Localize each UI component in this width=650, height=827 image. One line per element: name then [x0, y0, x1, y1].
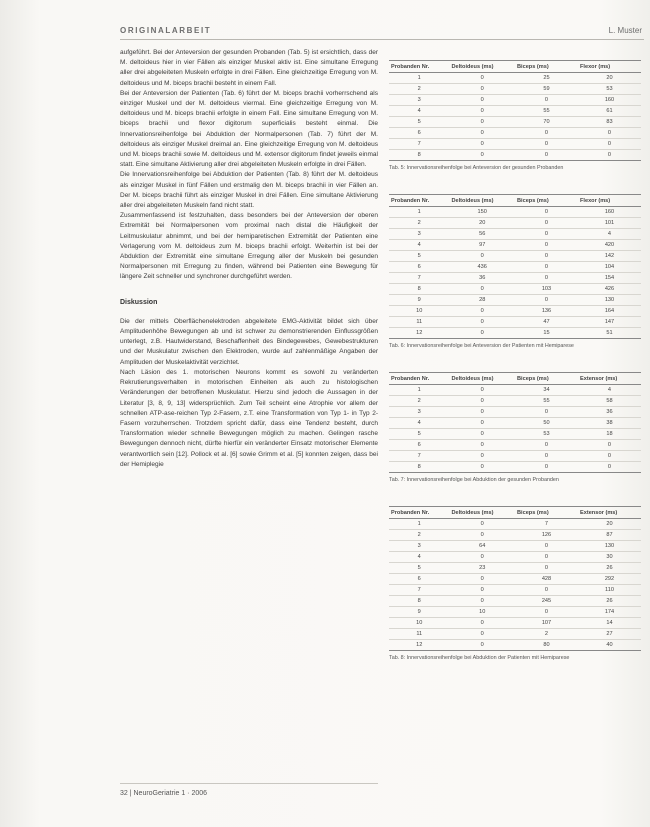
table-cell: 136 — [515, 306, 578, 317]
table-row — [389, 229, 641, 240]
table-cell: 53 — [578, 84, 641, 95]
table-row — [389, 618, 641, 629]
table-row — [389, 574, 641, 585]
table-row — [389, 207, 641, 218]
table-row — [389, 295, 641, 306]
table-cell: 0 — [578, 139, 641, 150]
table-row — [389, 585, 641, 596]
table-caption: Tab. 8: Innervationsreihenfolge bei Abduktion der Patienten mit Hemiparese — [389, 655, 570, 661]
table-cell: 107 — [515, 618, 578, 629]
table-cell: 80 — [515, 640, 578, 651]
table-cell: 426 — [578, 284, 641, 295]
table-row — [389, 284, 641, 295]
table-cell: 1 — [389, 385, 449, 396]
table-cell: 0 — [449, 317, 515, 328]
table-row — [389, 607, 641, 618]
table-cell: 0 — [515, 128, 578, 139]
table-header-cell: Extensor (ms) — [578, 373, 641, 385]
table-cell: 0 — [449, 451, 515, 462]
table-cell: 2 — [389, 218, 449, 229]
table-cell: 0 — [449, 596, 515, 607]
table-cell: 10 — [389, 618, 449, 629]
table-cell: 0 — [515, 240, 578, 251]
table-cell: 0 — [449, 618, 515, 629]
table-cell: 0 — [449, 418, 515, 429]
table-header-cell: Probanden Nr. — [389, 373, 449, 385]
table-cell: 20 — [449, 218, 515, 229]
table-cell: 36 — [449, 273, 515, 284]
table-cell: 53 — [515, 429, 578, 440]
table-cell: 0 — [578, 440, 641, 451]
table-cell: 5 — [389, 117, 449, 128]
table-cell: 7 — [389, 585, 449, 596]
table-cell: 61 — [578, 106, 641, 117]
table-cell: 0 — [515, 552, 578, 563]
table-cell: 3 — [389, 407, 449, 418]
table-cell: 58 — [578, 396, 641, 407]
body-paragraph: aufgeführt. Bei der Anteversion der gesunden Probanden (Tab. 5) ist ersichtlich, dass der M. deltoideus hier in vier Fällen als einziger Muskel aktiv ist. Eine simultane Erregung aller drei abgeleiteten Muskeln erfolgte in drei Fällen. Eine gleichzeitige Erregung von M. deltoideus und M. biceps brachii besteht in einem Fall. — [120, 49, 378, 87]
table-row — [389, 106, 641, 117]
table-cell: 6 — [389, 574, 449, 585]
header-divider — [120, 39, 644, 40]
table-cell: 0 — [449, 519, 515, 530]
table-cell: 10 — [449, 607, 515, 618]
table-cell: 2 — [515, 629, 578, 640]
table-cell: 47 — [515, 317, 578, 328]
table-cell: 11 — [389, 317, 449, 328]
table-cell: 64 — [449, 541, 515, 552]
table-cell: 0 — [515, 207, 578, 218]
table-cell: 18 — [578, 429, 641, 440]
table-cell: 0 — [515, 139, 578, 150]
table-cell: 0 — [515, 229, 578, 240]
table-cell: 154 — [578, 273, 641, 284]
body-paragraph: Die Innervationsreihenfolge bei Abduktion der Patienten (Tab. 8) führt der M. deltoideus als einziger Muskel in fünf Fällen und erstmalig den M. biceps brachii in vier Fällen an. Der M. biceps brachii führt als einziger Muskel in drei Fällen. Eine simultane Aktivierung aller drei abgeleiteten Muskeln fand nicht statt. — [120, 171, 378, 210]
table-row — [389, 451, 641, 462]
table-row — [389, 139, 641, 150]
table-cell: 0 — [515, 295, 578, 306]
table-cell: 110 — [578, 585, 641, 596]
data-table — [389, 372, 641, 473]
table-cell: 7 — [515, 519, 578, 530]
table-cell: 36 — [578, 407, 641, 418]
table-header-cell: Biceps (ms) — [515, 373, 578, 385]
table-cell: 25 — [515, 73, 578, 84]
table-row — [389, 429, 641, 440]
table-cell: 0 — [515, 218, 578, 229]
table-cell: 0 — [515, 150, 578, 161]
table-cell: 0 — [449, 640, 515, 651]
table-cell: 103 — [515, 284, 578, 295]
table-cell: 12 — [389, 328, 449, 339]
table-cell: 0 — [449, 429, 515, 440]
table-cell: 3 — [389, 95, 449, 106]
table-row — [389, 328, 641, 339]
table-cell: 164 — [578, 306, 641, 317]
table-cell: 5 — [389, 563, 449, 574]
table-cell: 2 — [389, 530, 449, 541]
table-cell: 0 — [449, 574, 515, 585]
table-row — [389, 251, 641, 262]
data-table-block — [389, 372, 641, 484]
table-cell: 0 — [515, 563, 578, 574]
table-cell: 26 — [578, 596, 641, 607]
data-table-block — [389, 506, 641, 662]
table-cell: 0 — [515, 95, 578, 106]
table-cell: 0 — [449, 462, 515, 473]
table-cell: 0 — [515, 440, 578, 451]
table-cell: 174 — [578, 607, 641, 618]
discussion-heading: Diskussion — [120, 298, 158, 306]
table-cell: 0 — [449, 106, 515, 117]
table-cell: 6 — [389, 440, 449, 451]
table-header-cell: Deltoideus (ms) — [449, 61, 515, 73]
body-paragraph: Bei der Anteversion der Patienten (Tab. 6) führt der M. biceps brachii vorherrschend als einziger Muskel und der M. deltoideus viermal. Eine gleichzeitige Erregung von M. deltoideus und M. biceps brachii erfolgte in einem Fall. Eine simultane Erregung von M. biceps brachii und flexor digitorum superficialis besteht einmal. Die Innervationsreihenfolge bei Abduktion der Normalpersonen (Tab. 7) führt der M. deltoideus als einziger Muskel dreimal an. Eine gleichzeitige Erregung von M. deltoideus und M. biceps brachii sowie M. deltoideus und M. extensor digitorum findet jeweils einmal statt. Eine simultane Aktivierung aller drei abgeleiteten Muskeln erfolgte in drei Fällen. — [120, 89, 378, 169]
table-cell: 0 — [515, 585, 578, 596]
table-cell: 1 — [389, 73, 449, 84]
discussion-paragraph: Nach Läsion des 1. motorischen Neurons kommt es sowohl zu veränderten Rekrutierungsverhalten in motorischen Einheiten als auch zu histologischen Veränderungen der betroffenen Muskulatur. Hierzu sind jedoch die Aussagen in der Literatur [3, 8, 9, 13] widersprüchlich. Zum Teil scheint eine Atrophie vor allem der schnellen ATP-ase-reichen Typ 2-Fasern, z.T. eine Transformation von Typ 1- in Typ 2-Fasern vorzuherrschen. Trotzdem spricht dafür, dass eine Tendenz besteht, durch Transformation wieder schnelle Bewegungen möglich zu machen. Gelingen rasche Bewegungen dennoch nicht, dürfte hierfür ein veränderter Einsatz motorischer Elemente verantwortlich sein [12]. Pollock et al. [6] sowie Grimm et al. [5] konnten zeigen, dass bei der Hemiplegie — [120, 368, 378, 468]
table-cell: 56 — [449, 229, 515, 240]
table-cell: 55 — [515, 396, 578, 407]
table-cell: 6 — [389, 128, 449, 139]
table-header-cell: Deltoideus (ms) — [449, 507, 515, 519]
table-row — [389, 240, 641, 251]
table-row — [389, 262, 641, 273]
table-caption: Tab. 5: Innervationsreihenfolge bei Anteversion der gesunden Probanden — [389, 165, 564, 171]
body-paragraph: Zusammenfassend ist festzuhalten, dass besonders bei der Anteversion der oberen Extremität bei Normalpersonen vom proximal nach distal die Häufigkeit der Leitmuskulatur abnimmt, und bei der hemiparetischen Extremität der Patienten eine Verlagerung vom M. deltoideus zum M. biceps brachii erfolgt. Weiterhin ist bei der Abduktion der Extremität eine simultane Erregung aller der Muskeln bei gesunden Normalpersonen mit Erregung zu finden, während bei Patienten eine Bewegung für längere Zeit schneller und synchroner durchgeführt werden. — [120, 212, 378, 281]
table-row — [389, 306, 641, 317]
table-cell: 428 — [515, 574, 578, 585]
table-cell: 4 — [389, 552, 449, 563]
table-header-cell: Probanden Nr. — [389, 61, 449, 73]
table-cell: 2 — [389, 396, 449, 407]
table-cell: 0 — [515, 451, 578, 462]
data-table-block — [389, 194, 641, 350]
table-header-cell: Probanden Nr. — [389, 507, 449, 519]
table-row — [389, 552, 641, 563]
table-row — [389, 273, 641, 284]
table-cell: 15 — [515, 328, 578, 339]
table-row — [389, 218, 641, 229]
table-header-cell: Biceps (ms) — [515, 195, 578, 207]
table-row — [389, 530, 641, 541]
table-cell: 0 — [449, 585, 515, 596]
table-cell: 436 — [449, 262, 515, 273]
table-header-cell: Deltoideus (ms) — [449, 373, 515, 385]
author-label: L. Muster — [608, 26, 642, 35]
table-cell: 0 — [515, 273, 578, 284]
table-cell: 0 — [449, 284, 515, 295]
body-text-column — [120, 48, 378, 470]
table-cell: 8 — [389, 284, 449, 295]
table-cell: 20 — [578, 519, 641, 530]
discussion-paragraph: Die der mittels Oberflächenelektroden abgeleitete EMG-Aktivität bildet sich über Amplitudenhöhe Bewegungen ab und ist schwer zu demonstrierenden Einflussgrößen unterlegt, z.B. Hautwiderstand, Beschaffenheit des Bindegewebes, Gewebestrukturen und der Muskulatur zwischen den Elektroden, wurde auf zahlenmäßige Angaben der Amplituden der Muskelaktivität verzichtet. — [120, 317, 378, 366]
table-cell: 130 — [578, 541, 641, 552]
table-cell: 8 — [389, 596, 449, 607]
table-row — [389, 95, 641, 106]
table-header-cell: Biceps (ms) — [515, 507, 578, 519]
table-header-cell: Deltoideus (ms) — [449, 195, 515, 207]
table-cell: 0 — [449, 84, 515, 95]
table-cell: 104 — [578, 262, 641, 273]
table-cell: 147 — [578, 317, 641, 328]
table-cell: 0 — [578, 462, 641, 473]
table-cell: 27 — [578, 629, 641, 640]
page-footer: 32 | NeuroGeriatrie 1 · 2006 — [120, 790, 208, 797]
table-row — [389, 541, 641, 552]
table-cell: 20 — [578, 73, 641, 84]
table-row — [389, 317, 641, 328]
table-caption: Tab. 7: Innervationsreihenfolge bei Abduktion der gesunden Probanden — [389, 477, 559, 483]
table-cell: 23 — [449, 563, 515, 574]
table-caption: Tab. 6: Innervationsreihenfolge bei Anteversion der Patienten mit Hemiparese — [389, 343, 574, 349]
table-cell: 0 — [449, 150, 515, 161]
table-header-cell: Flexor (ms) — [578, 61, 641, 73]
table-cell: 4 — [389, 418, 449, 429]
table-row — [389, 128, 641, 139]
table-cell: 0 — [449, 530, 515, 541]
table-cell: 7 — [389, 451, 449, 462]
table-row — [389, 84, 641, 95]
table-cell: 0 — [449, 396, 515, 407]
table-cell: 28 — [449, 295, 515, 306]
table-cell: 0 — [515, 407, 578, 418]
footer-divider — [120, 783, 378, 784]
table-cell: 0 — [578, 150, 641, 161]
table-cell: 4 — [578, 385, 641, 396]
table-cell: 6 — [389, 262, 449, 273]
table-cell: 0 — [515, 541, 578, 552]
table-cell: 0 — [449, 385, 515, 396]
table-cell: 0 — [449, 328, 515, 339]
table-cell: 70 — [515, 117, 578, 128]
table-cell: 7 — [389, 139, 449, 150]
table-cell: 160 — [578, 207, 641, 218]
section-label: ORIGINALARBEIT — [120, 26, 212, 35]
table-cell: 4 — [389, 106, 449, 117]
table-row — [389, 418, 641, 429]
table-header-cell: Biceps (ms) — [515, 61, 578, 73]
table-cell: 2 — [389, 84, 449, 95]
table-cell: 97 — [449, 240, 515, 251]
table-cell: 38 — [578, 418, 641, 429]
table-cell: 0 — [449, 128, 515, 139]
table-cell: 8 — [389, 462, 449, 473]
table-cell: 9 — [389, 295, 449, 306]
table-cell: 0 — [449, 117, 515, 128]
table-cell: 9 — [389, 607, 449, 618]
table-cell: 10 — [389, 306, 449, 317]
table-cell: 3 — [389, 229, 449, 240]
table-cell: 420 — [578, 240, 641, 251]
table-row — [389, 440, 641, 451]
table-cell: 5 — [389, 251, 449, 262]
table-cell: 8 — [389, 150, 449, 161]
table-cell: 0 — [515, 262, 578, 273]
table-header-cell: Flexor (ms) — [578, 195, 641, 207]
table-cell: 11 — [389, 629, 449, 640]
table-cell: 0 — [449, 95, 515, 106]
table-header-cell: Probanden Nr. — [389, 195, 449, 207]
table-cell: 5 — [389, 429, 449, 440]
table-cell: 142 — [578, 251, 641, 262]
table-row — [389, 519, 641, 530]
table-header-cell: Extensor (ms) — [578, 507, 641, 519]
table-cell: 0 — [449, 629, 515, 640]
table-cell: 26 — [578, 563, 641, 574]
table-cell: 101 — [578, 218, 641, 229]
table-cell: 51 — [578, 328, 641, 339]
table-row — [389, 150, 641, 161]
data-table — [389, 506, 641, 651]
table-row — [389, 640, 641, 651]
table-cell: 0 — [449, 251, 515, 262]
table-cell: 0 — [449, 440, 515, 451]
table-row — [389, 407, 641, 418]
data-table — [389, 60, 641, 161]
table-row — [389, 596, 641, 607]
table-cell: 1 — [389, 519, 449, 530]
table-cell: 12 — [389, 640, 449, 651]
table-cell: 1 — [389, 207, 449, 218]
table-cell: 30 — [578, 552, 641, 563]
table-cell: 245 — [515, 596, 578, 607]
table-row — [389, 73, 641, 84]
table-cell: 59 — [515, 84, 578, 95]
data-table — [389, 194, 641, 339]
table-cell: 40 — [578, 640, 641, 651]
table-cell: 7 — [389, 273, 449, 284]
table-cell: 3 — [389, 541, 449, 552]
table-cell: 0 — [578, 128, 641, 139]
table-cell: 130 — [578, 295, 641, 306]
table-cell: 0 — [449, 306, 515, 317]
table-cell: 87 — [578, 530, 641, 541]
table-cell: 160 — [578, 95, 641, 106]
table-row — [389, 117, 641, 128]
table-cell: 50 — [515, 418, 578, 429]
table-cell: 0 — [515, 462, 578, 473]
table-row — [389, 462, 641, 473]
table-cell: 4 — [389, 240, 449, 251]
table-cell: 0 — [449, 552, 515, 563]
table-row — [389, 629, 641, 640]
data-table-block — [389, 60, 641, 172]
table-row — [389, 396, 641, 407]
tables-column — [389, 60, 641, 684]
table-cell: 14 — [578, 618, 641, 629]
table-cell: 0 — [449, 139, 515, 150]
table-row — [389, 563, 641, 574]
table-cell: 0 — [449, 73, 515, 84]
table-cell: 0 — [515, 251, 578, 262]
table-cell: 292 — [578, 574, 641, 585]
table-cell: 0 — [449, 407, 515, 418]
table-cell: 34 — [515, 385, 578, 396]
table-cell: 0 — [578, 451, 641, 462]
table-cell: 55 — [515, 106, 578, 117]
table-cell: 126 — [515, 530, 578, 541]
table-cell: 150 — [449, 207, 515, 218]
table-cell: 0 — [515, 607, 578, 618]
table-row — [389, 385, 641, 396]
table-cell: 83 — [578, 117, 641, 128]
table-cell: 4 — [578, 229, 641, 240]
